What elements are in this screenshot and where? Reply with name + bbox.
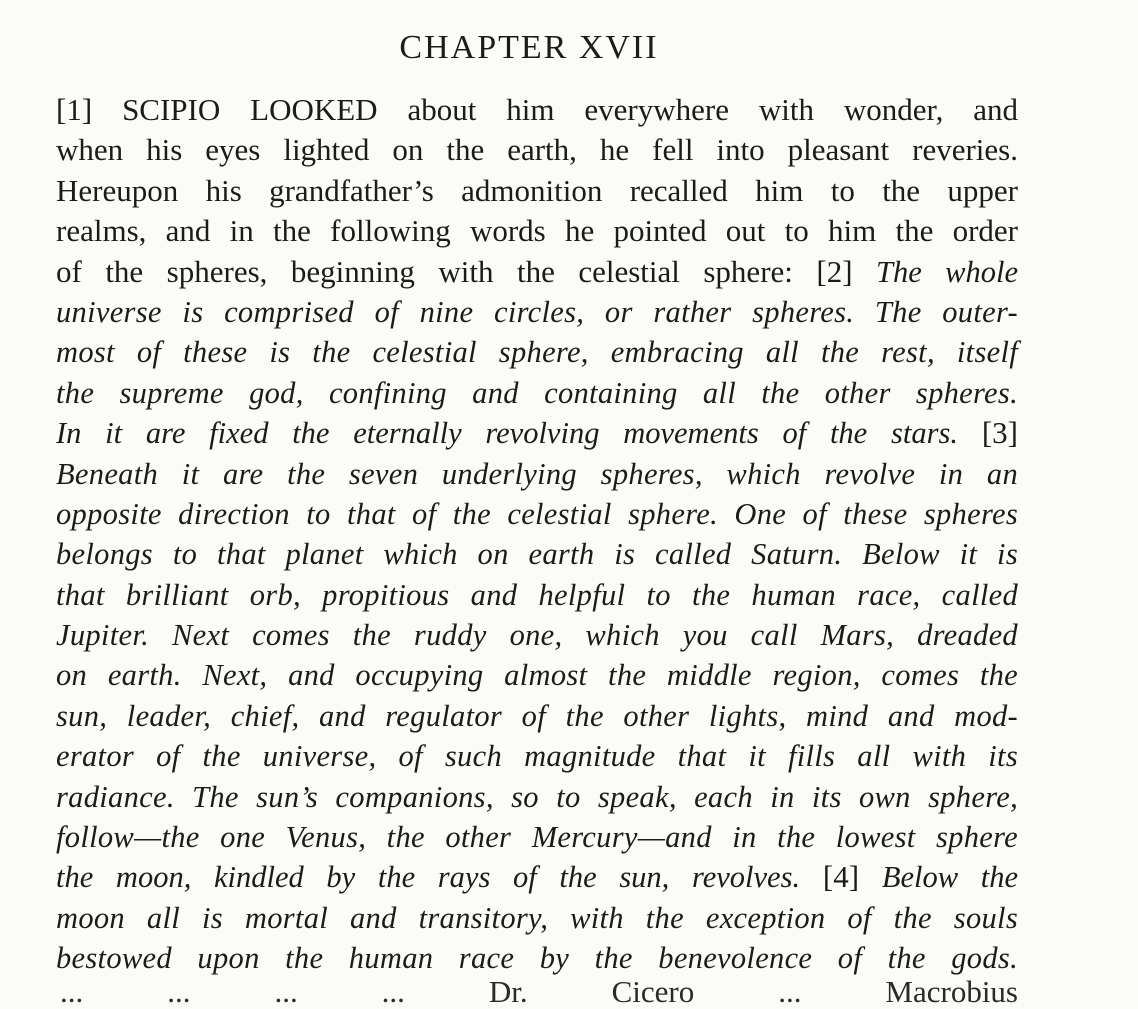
text-fragment: about him everywhere with wonder, and xyxy=(407,92,1018,127)
text-line: Beneath it are the seven underlying spheres, which revolve in an xyxy=(56,456,1018,491)
section-marker: [3] xyxy=(981,415,1018,451)
text-line: belongs to that planet which on earth is called Saturn. Below it is xyxy=(56,537,1018,572)
text-line: moon all is mortal and transitory, with the exception of the souls xyxy=(56,900,1018,935)
text-line: the supreme god, confining and containing all the other spheres. xyxy=(56,375,1018,410)
text-line: bestowed upon the human race by the benevolence of the gods. xyxy=(56,941,1018,976)
text-line: Hereupon his grandfather’s admonition recalled him to the upper xyxy=(56,172,1018,208)
text-line: most of these is the celestial sphere, embracing all the rest, itself xyxy=(56,335,1018,370)
text-line xyxy=(56,857,1018,897)
italic-fragment: the moon, kindled by the rays of the sun, revolves. xyxy=(56,860,801,895)
text-line: radiance. The sun’s companions, so to speak, each in its own sphere, xyxy=(56,779,1018,814)
text-line xyxy=(56,413,1018,453)
text-line xyxy=(56,252,1018,292)
text-line: realms, and in the following words he pointed out to him the order xyxy=(56,213,1018,249)
text-line: erator of the universe, of such magnitude that it fills all with its xyxy=(56,739,1018,774)
text-line xyxy=(56,90,1018,130)
italic-fragment: In it are fixed the eternally revolving movements of the stars. xyxy=(56,416,958,451)
text-line: Jupiter. Next comes the ruddy one, which you call Mars, dreaded xyxy=(56,618,1018,653)
cutoff-text: ... ... ... ... Dr. Cicero ... Macrobius xyxy=(60,974,1018,1009)
italic-fragment: The whole xyxy=(876,254,1019,289)
section-marker: [4] xyxy=(822,859,860,895)
text-line: follow—the one Venus, the other Mercury—and in the lowest sphere xyxy=(56,820,1018,855)
cutoff-text-line xyxy=(60,974,1018,1009)
section-marker: [1] xyxy=(56,92,93,127)
text-line: when his eyes lighted on the earth, he fell into pleasant reveries. xyxy=(56,132,1018,168)
text-line: that brilliant orb, propitious and helpful to the human race, called xyxy=(56,577,1018,612)
text-fragment: of the spheres, beginning with the celestial sphere: [2] xyxy=(56,253,853,289)
chapter-title: CHAPTER XVII xyxy=(399,29,659,66)
opening-words: SCIPIO LOOKED xyxy=(122,92,378,127)
text-line: sun, leader, chief, and regulator of the other lights, mind and mod- xyxy=(56,698,1018,733)
text-line: on earth. Next, and occupying almost the middle region, comes the xyxy=(56,658,1018,693)
chapter-body xyxy=(56,90,1018,979)
text-line: opposite direction to that of the celestial sphere. One of these spheres xyxy=(56,496,1018,531)
italic-fragment: Below the xyxy=(881,860,1019,895)
text-line: universe is comprised of nine circles, or rather spheres. The outer- xyxy=(56,294,1018,329)
